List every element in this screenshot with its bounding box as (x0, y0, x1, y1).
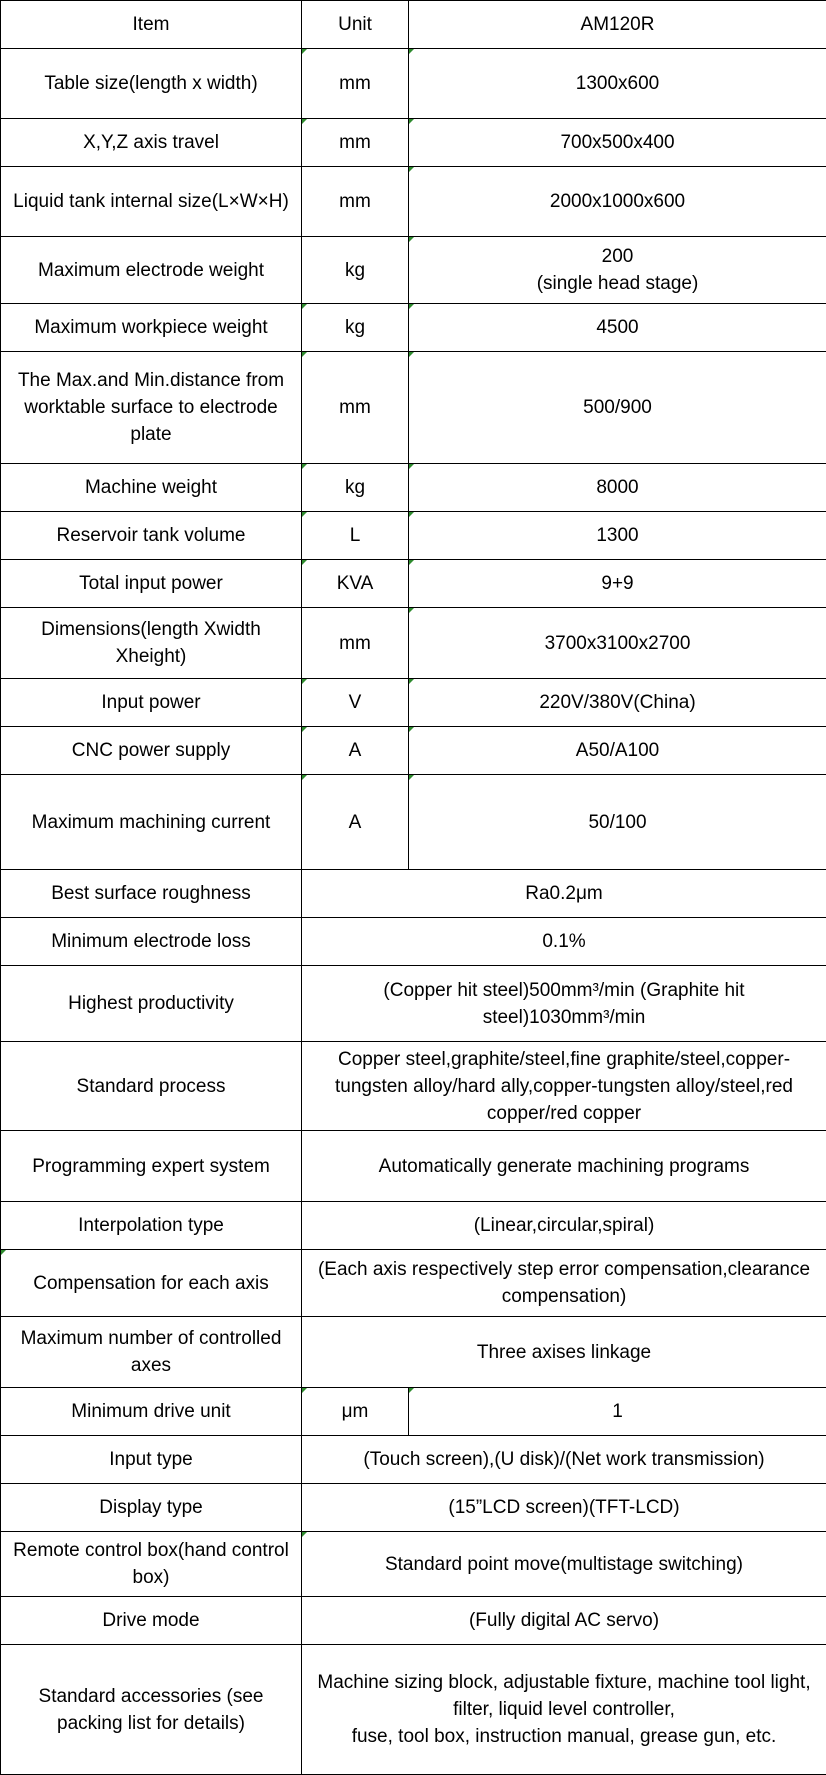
spec-unit: μm (302, 1388, 409, 1436)
spec-item: Highest productivity (1, 966, 302, 1042)
spec-value: Three axises linkage (302, 1317, 826, 1388)
spec-item: Programming expert system (1, 1131, 302, 1202)
spec-item: Compensation for each axis (1, 1250, 302, 1317)
spec-value: (Fully digital AC servo) (302, 1597, 826, 1645)
spec-value: Copper steel,graphite/steel,fine graphite/steel,copper-tungsten alloy/hard ally,copper-tungsten alloy/steel,red copper/red copper (302, 1042, 826, 1131)
spec-value: 2000x1000x600 (409, 167, 826, 237)
spec-item: Display type (1, 1484, 302, 1532)
spec-unit: mm (302, 167, 409, 237)
table-row (1, 1388, 826, 1436)
table-row (1, 304, 826, 352)
spec-value: Ra0.2μm (302, 870, 826, 918)
table-row (1, 1202, 826, 1250)
spec-value: (Copper hit steel)500mm³/min (Graphite hit steel)1030mm³/min (302, 966, 826, 1042)
spec-value: (15”LCD screen)(TFT-LCD) (302, 1484, 826, 1532)
spec-item: Best surface roughness (1, 870, 302, 918)
table-row (1, 1484, 826, 1532)
spec-value: (Each axis respectively step error compensation,clearance compensation) (302, 1250, 826, 1317)
spec-unit: kg (302, 237, 409, 304)
spec-item: Liquid tank internal size(L×W×H) (1, 167, 302, 237)
spec-item: Input power (1, 679, 302, 727)
table-row (1, 870, 826, 918)
spec-item: Remote control box(hand control box) (1, 1532, 302, 1597)
table-row (1, 679, 826, 727)
table-row (1, 352, 826, 464)
table-row (1, 560, 826, 608)
spec-value: Standard point move(multistage switching) (302, 1532, 826, 1597)
spec-unit: A (302, 775, 409, 870)
spec-item: Dimensions(length Xwidth Xheight) (1, 608, 302, 679)
table-row (1, 1042, 826, 1131)
spec-value: 4500 (409, 304, 826, 352)
spec-value: 9+9 (409, 560, 826, 608)
spec-unit: mm (302, 119, 409, 167)
spec-item: Table size(length x width) (1, 49, 302, 119)
header-row (1, 1, 826, 49)
spec-item: Maximum machining current (1, 775, 302, 870)
spec-item: Maximum number of controlled axes (1, 1317, 302, 1388)
table-row (1, 966, 826, 1042)
spec-value: A50/A100 (409, 727, 826, 775)
spec-value: (Linear,circular,spiral) (302, 1202, 826, 1250)
table-row (1, 1597, 826, 1645)
spec-unit: mm (302, 49, 409, 119)
table-row (1, 237, 826, 304)
spec-value: Machine sizing block, adjustable fixture, machine tool light, filter, liquid level controller, fuse, tool box, instruction manual, grease gun, etc. (302, 1645, 826, 1775)
spec-item: Machine weight (1, 464, 302, 512)
spec-value: 50/100 (409, 775, 826, 870)
table-row (1, 119, 826, 167)
spec-value: 1 (409, 1388, 826, 1436)
spec-item: Interpolation type (1, 1202, 302, 1250)
spec-value: 1300 (409, 512, 826, 560)
spec-item: Reservoir tank volume (1, 512, 302, 560)
spec-value: 1300x600 (409, 49, 826, 119)
spec-unit: KVA (302, 560, 409, 608)
spec-unit: kg (302, 304, 409, 352)
spec-value: 0.1% (302, 918, 826, 966)
spec-unit: mm (302, 608, 409, 679)
table-row (1, 464, 826, 512)
spec-item: Maximum electrode weight (1, 237, 302, 304)
spec-unit: kg (302, 464, 409, 512)
spec-unit: A (302, 727, 409, 775)
spec-value: 500/900 (409, 352, 826, 464)
header-unit: Unit (302, 1, 409, 49)
table-row (1, 727, 826, 775)
spec-value: 220V/380V(China) (409, 679, 826, 727)
spec-value: Automatically generate machining programs (302, 1131, 826, 1202)
table-row (1, 1436, 826, 1484)
spec-value: 200 (single head stage) (409, 237, 826, 304)
spec-value: 700x500x400 (409, 119, 826, 167)
table-row (1, 512, 826, 560)
header-item: Item (1, 1, 302, 49)
table-row (1, 1317, 826, 1388)
spec-value: 3700x3100x2700 (409, 608, 826, 679)
table-row (1, 1645, 826, 1775)
spec-item: Input type (1, 1436, 302, 1484)
spec-item: The Max.and Min.distance from worktable surface to electrode plate (1, 352, 302, 464)
table-row (1, 1131, 826, 1202)
spec-value: 8000 (409, 464, 826, 512)
spec-item: Total input power (1, 560, 302, 608)
spec-unit: mm (302, 352, 409, 464)
spec-item: Standard accessories (see packing list for details) (1, 1645, 302, 1775)
spec-unit: L (302, 512, 409, 560)
spec-item: Minimum drive unit (1, 1388, 302, 1436)
spec-item: Drive mode (1, 1597, 302, 1645)
header-model: AM120R (409, 1, 826, 49)
spec-item: X,Y,Z axis travel (1, 119, 302, 167)
table-row (1, 1532, 826, 1597)
table-row (1, 49, 826, 119)
spec-item: Maximum workpiece weight (1, 304, 302, 352)
spec-unit: V (302, 679, 409, 727)
spec-value: (Touch screen),(U disk)/(Net work transmission) (302, 1436, 826, 1484)
table-row (1, 608, 826, 679)
spec-item: CNC power supply (1, 727, 302, 775)
table-row (1, 167, 826, 237)
spec-item: Standard process (1, 1042, 302, 1131)
spec-item: Minimum electrode loss (1, 918, 302, 966)
table-row (1, 1250, 826, 1317)
table-row (1, 918, 826, 966)
table-row (1, 775, 826, 870)
